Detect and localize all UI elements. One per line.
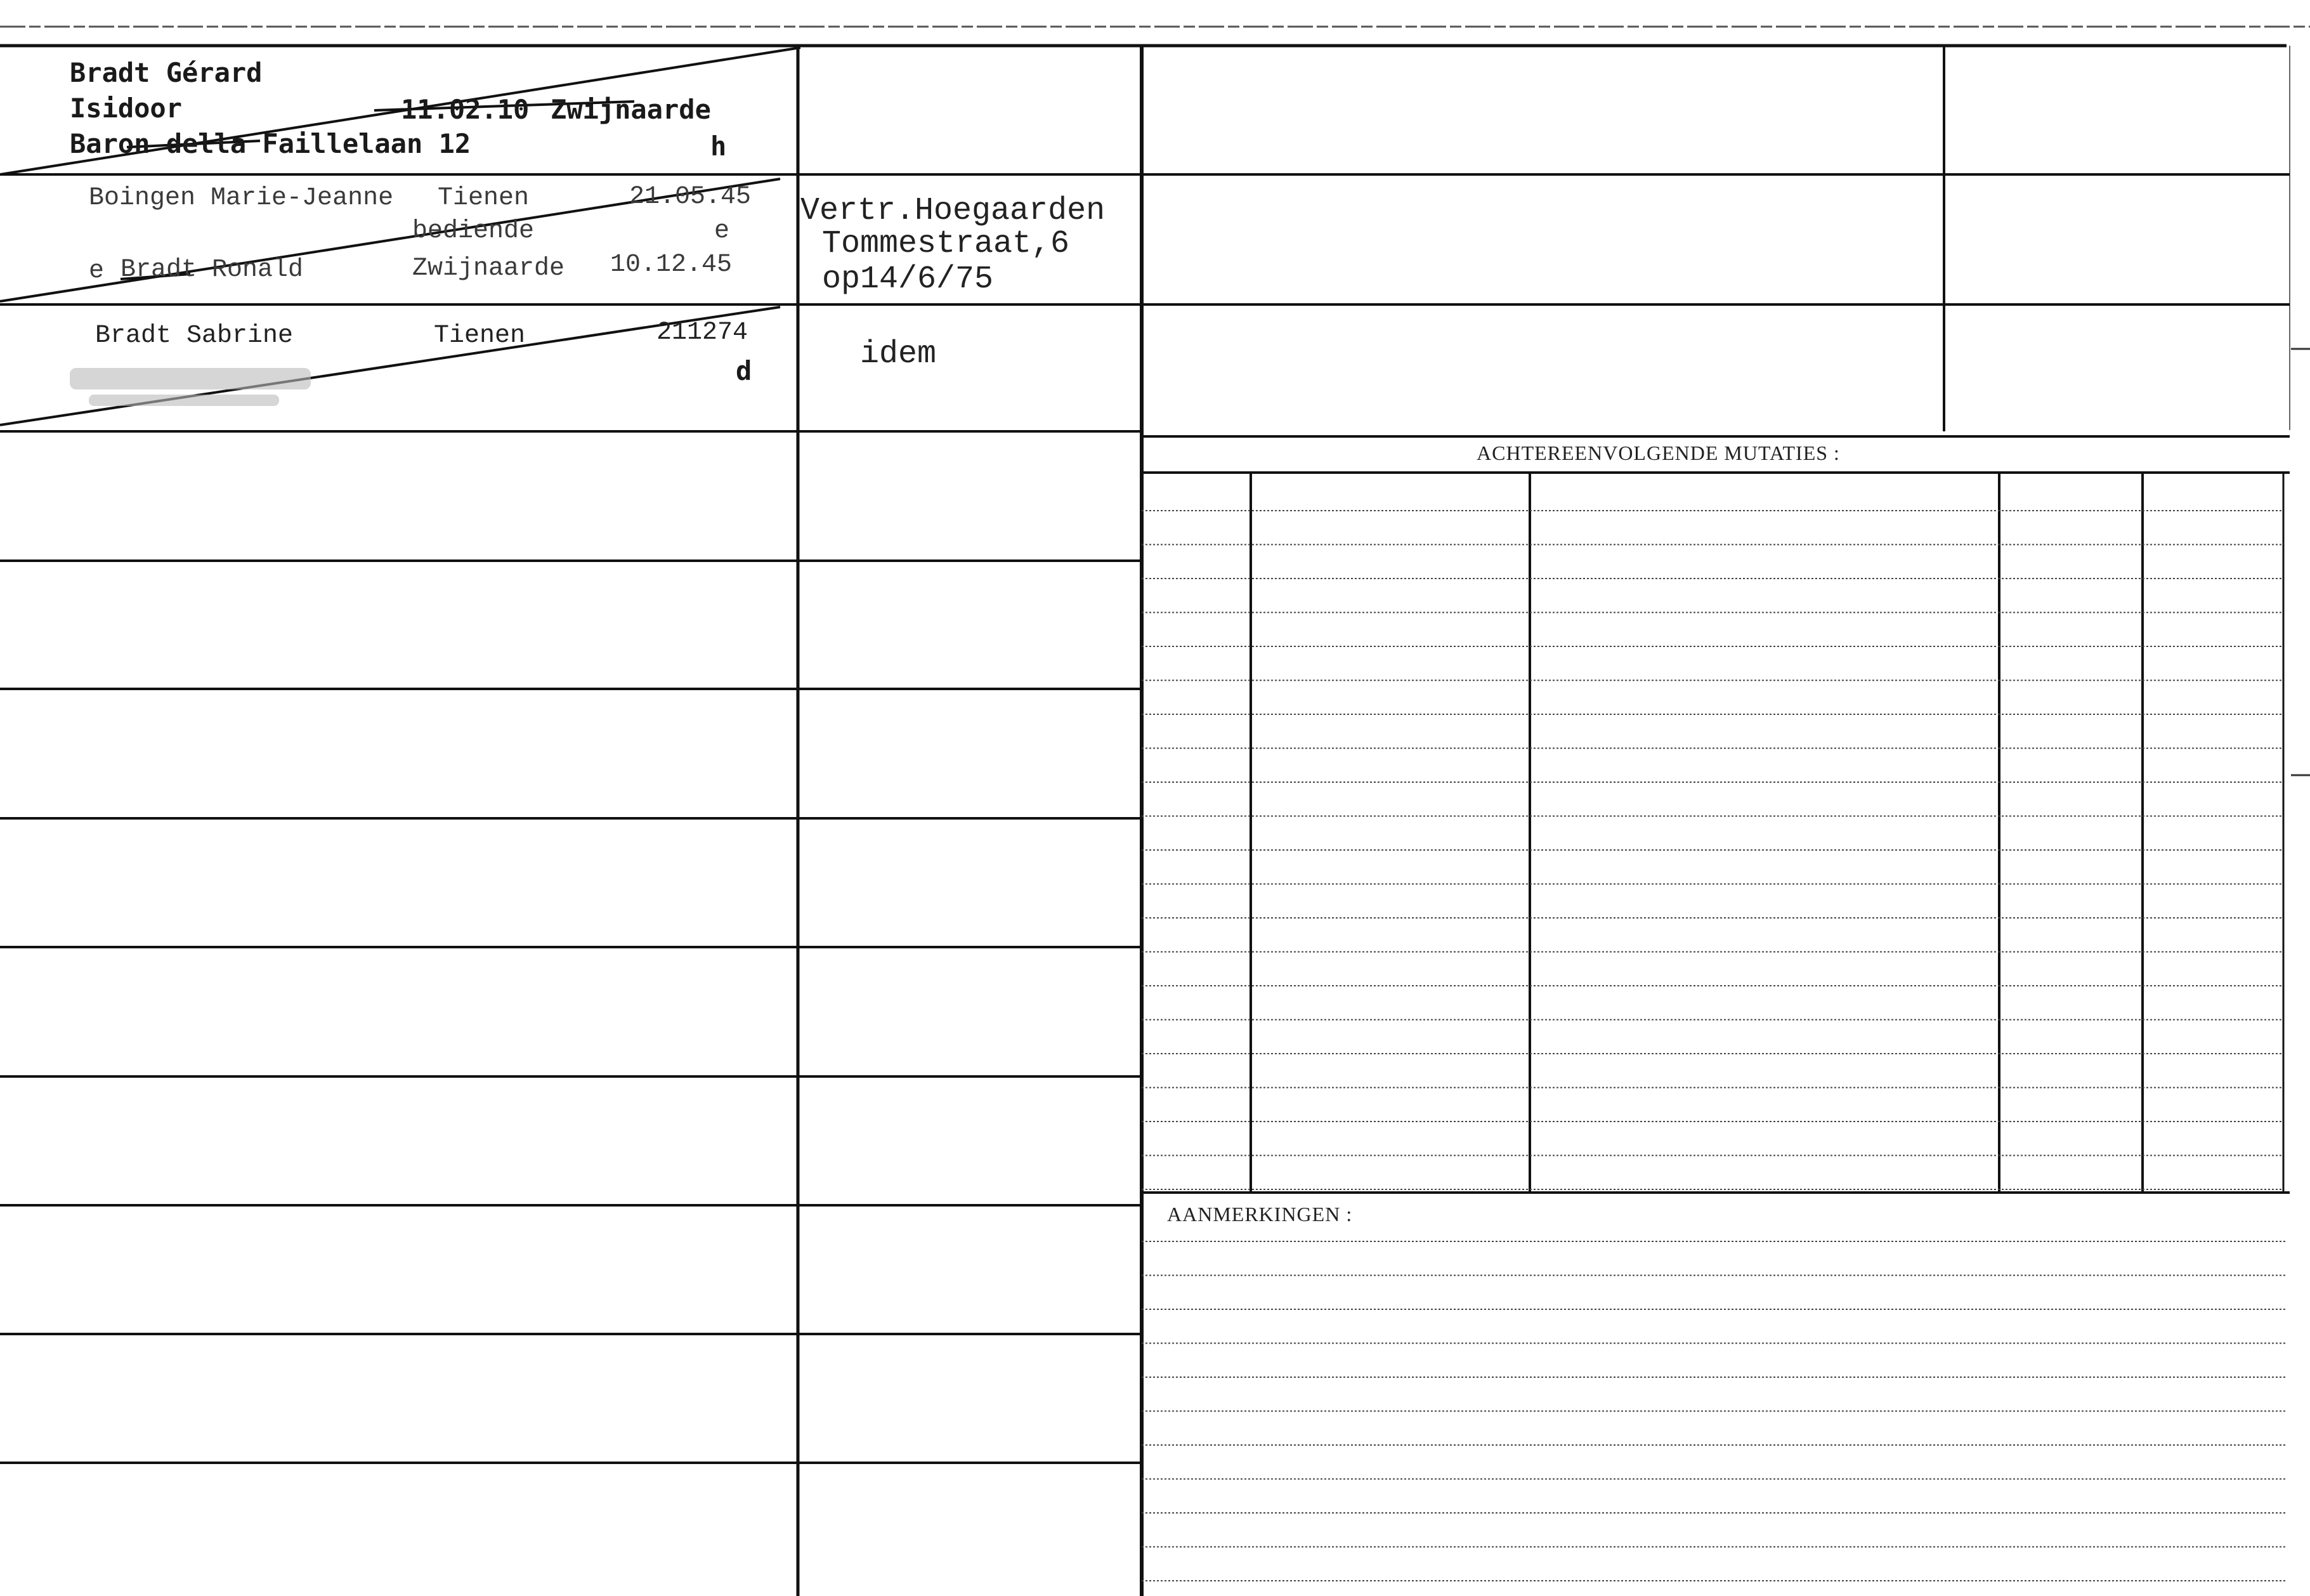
entry2-residence-line2: Tommestraat,6 (822, 226, 1070, 262)
remarks-title: AANMERKINGEN : (1167, 1203, 1353, 1226)
entry1-birth-date: 11.02.10 (401, 94, 530, 125)
entry2-residence-line3: op14/6/75 (822, 261, 994, 298)
entry1-name-line1: Bradt Gérard (70, 57, 263, 88)
right-top-rows (1142, 174, 2290, 436)
entry4-birth-date: 211274 (656, 318, 748, 347)
entry2-residence-line1: Vertr.Hoegaarden (800, 193, 1106, 229)
entry3-place: Zwijnaarde (412, 254, 565, 283)
ink-smudge (70, 368, 311, 406)
entry1-address: Baron della Faillelaan 12 (70, 128, 471, 159)
mutations-table (1142, 473, 2290, 1193)
entry3-name: Bradt Ronald (121, 256, 304, 284)
entry2-birth-date: 21.05.45 (629, 183, 752, 211)
entry3-birth-date: 10.12.45 (610, 251, 733, 279)
left-row-lines (0, 174, 798, 1463)
middle-row-lines (798, 174, 1142, 1463)
entry4-residence: idem (860, 336, 937, 372)
remarks-lines (1142, 1241, 2287, 1581)
entry4-code: d (736, 355, 752, 386)
entry2-code: e (714, 217, 730, 245)
entry2-name: Boingen Marie-Jeanne (89, 184, 394, 213)
entry2-occupation: bediende (412, 217, 535, 245)
entry1-birth-place: Zwijnaarde (551, 94, 711, 125)
mutations-title: ACHTEREENVOLGENDE MUTATIES : (1477, 442, 1840, 464)
entry4-place: Tienen (434, 322, 526, 350)
entry1-name-line2: Isidoor (70, 93, 183, 124)
entry4-name: Bradt Sabrine (95, 322, 294, 350)
entry2-place: Tienen (438, 184, 530, 213)
entry1-code: h (710, 131, 727, 162)
entry3-prefix: e (89, 257, 105, 285)
